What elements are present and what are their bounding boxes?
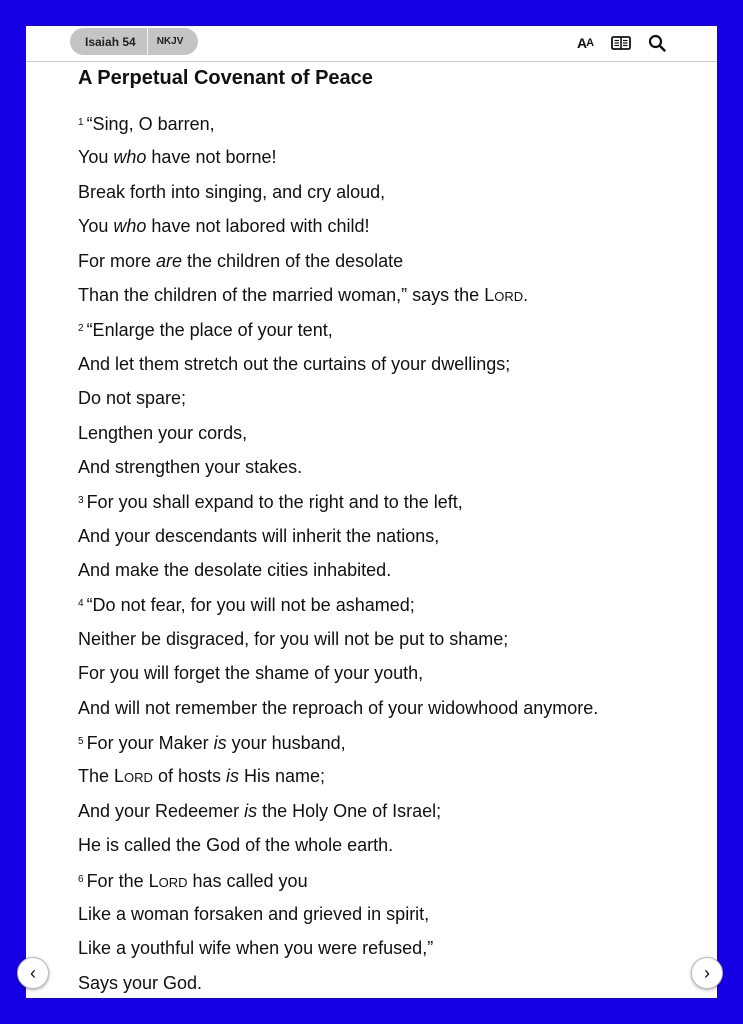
verse-line: $^5$ For your Maker is your husband, <box>78 733 346 754</box>
verse-line: The Lord of hosts is His name; <box>78 766 326 787</box>
reader-page <box>26 26 717 998</box>
font-size-icon[interactable]: A A <box>576 35 594 51</box>
previous-chapter-button[interactable]: ‹ <box>17 957 49 989</box>
verse-line: And your Redeemer is the Holy One of Israel; <box>78 800 442 821</box>
toolbar <box>561 32 669 54</box>
verse-line: And make the desolate cities inhabited. <box>78 560 392 581</box>
verse-line: $^3$ For you shall expand to the right and to the left, <box>78 492 463 513</box>
verse-line: Neither be disgraced, for you will not be put to shame; <box>78 628 509 649</box>
verse-number: 2 <box>78 323 84 335</box>
verse-line: Like a woman forsaken and grieved in spirit, <box>78 903 430 924</box>
verse-line: Like a youthful wife when you were refused,” <box>78 938 434 959</box>
verse-line: And strengthen your stakes. <box>78 456 303 477</box>
chapter-content <box>78 66 698 998</box>
verse-number: 5 <box>78 736 84 748</box>
search-icon[interactable] <box>645 32 669 54</box>
verse-line: And will not remember the reproach of your widowhood anymore. <box>78 697 599 718</box>
verse-line: Than the children of the married woman,” says the Lord. <box>78 284 529 305</box>
verse-number: 1 <box>78 117 84 128</box>
top-bar <box>26 26 717 62</box>
verse-line: For you will forget the shame of your youth, <box>78 663 424 684</box>
version-button[interactable]: NKJV <box>156 36 184 47</box>
verse-line: Lengthen your cords, <box>78 422 248 443</box>
verse-line: You who have not labored with child! <box>78 216 370 237</box>
verse-line: $^2$ “Enlarge the place of your tent, <box>78 320 333 341</box>
verse-line: He is called the God of the whole earth. <box>78 835 394 856</box>
passage-selector[interactable] <box>70 28 198 55</box>
verse-number: 3 <box>78 495 84 507</box>
verse-line: Break forth into singing, and cry aloud, <box>78 181 386 202</box>
verse-line: You who have not borne! <box>78 147 277 168</box>
verse-line: And let them stretch out the curtains of your dwellings; <box>78 353 511 374</box>
verse-line: Do not spare; <box>78 388 187 409</box>
book-icon[interactable] <box>609 32 633 54</box>
book-chapter-button[interactable]: Isaiah 54 <box>70 28 148 55</box>
verse-line: Says your God. <box>78 972 203 993</box>
verse-line: $^1$ “Sing, O barren, <box>78 114 215 134</box>
verse-line: For more are the children of the desolate <box>78 250 404 271</box>
verse-line: $^4$ “Do not fear, for you will not be ashamed; <box>78 595 415 616</box>
verse-line: And your descendants will inherit the nations, <box>78 525 440 546</box>
section-heading: A Perpetual Covenant of Peace <box>78 67 373 89</box>
verse-number: 6 <box>78 873 84 885</box>
verse-line: $^6$ For the Lord has called you <box>78 870 308 891</box>
verse-number: 4 <box>78 598 84 610</box>
next-chapter-button[interactable]: › <box>691 957 723 989</box>
